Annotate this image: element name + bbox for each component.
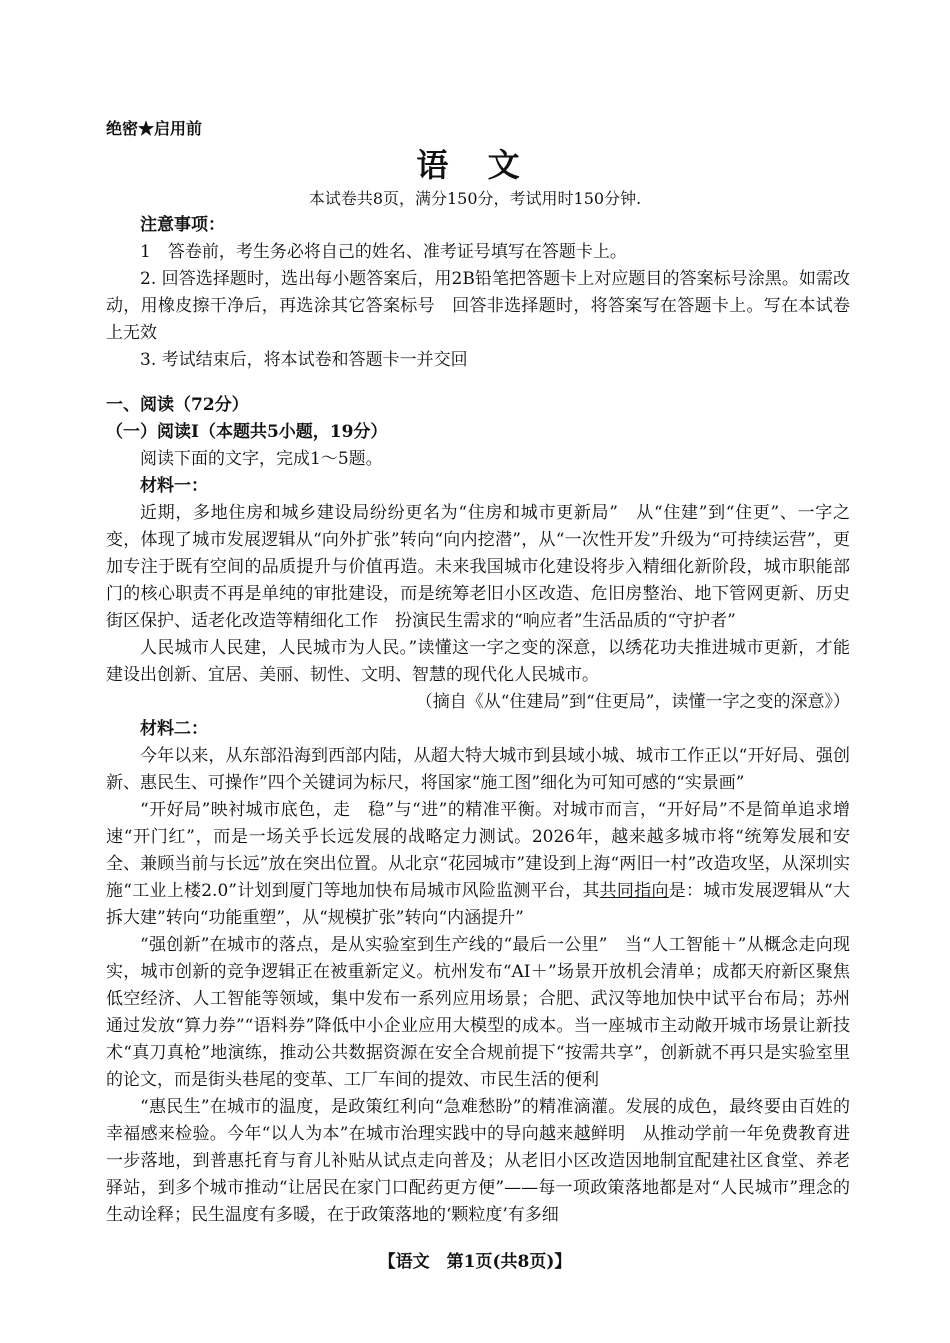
reading-section — [106, 392, 850, 1229]
material-1-paragraph-1: 近期，多地住房和城乡建设局纷纷更名为“住房和城市更新局” 从“住建”到“住更”、一字之变，体现了城市发展逻辑从“向外扩张”转向“向内挖潜”，从“一次性开发”升级为“可持续运营”，更加专注于既有空间的品质提升与价值再造。未来我国城市化建设将步入精细化新阶段，城市职能部门的核心职责不再是单纯的审批建设，而是统筹老旧小区改造、危旧房整治、地下管网更新、历史街区保护、适老化改造等精细化工作 扮演民生需求的“响应者”生活品质的“守护者” — [106, 503, 850, 631]
material-1-source: （摘自《从“住建局”到“住更局”，读懂一字之变的深意》） — [415, 692, 850, 712]
material-2-paragraph-1: 今年以来，从东部沿海到西部内陆，从超大特大城市到县域小城、城市工作正以“开好局、强创新、惠民生、可操作”四个关键词为标尺，将国家“施工图”细化为可知可感的“实景画” — [106, 746, 850, 793]
material-2-heading: 材料二： — [140, 719, 208, 739]
note-item-3: 3. 考试结束后，将本试卷和答题卡一并交回 — [140, 350, 468, 370]
page-title: 语 文 — [416, 146, 534, 184]
note-item-2: 2. 回答选择题时，选出每小题答案后，用2B铅笔把答题卡上对应题目的答案标号涂黑。如需改动，用橡皮擦干净后，再选涂其它答案标号 回答非选择题时，将答案写在答题卡上。写在本试卷上无效 — [106, 269, 850, 343]
instruction: 阅读下面的文字，完成1～5题。 — [140, 449, 383, 469]
part-heading: （一）阅读Ⅰ（本题共5小题，19分） — [106, 422, 388, 442]
material-2-paragraph-2 — [106, 797, 850, 932]
section-heading: 一、阅读（72分） — [106, 395, 249, 415]
material-2-paragraph-3: “强创新”在城市的落点，是从实验室到生产线的“最后一公里” 当“人工智能＋”从概念走向现实，城市创新的竞争逻辑正在被重新定义。杭州发布“AI＋”场景开放机会清单；成都天府新区聚焦低空经济、人工智能等领域，集中发布一系列应用场景；合肥、武汉等地加快中试平台布局；苏州通过发放“算力券”“语料券”降低中小企业应用大模型的成本。当一座城市主动敞开城市场景让新技术“真刀真枪”地演练，推动公共数据资源在安全合规前提下“按需共享”，创新就不再只是实验室里的论文，而是街头巷尾的变革、工厂车间的提效、市民生活的便利 — [106, 935, 850, 1090]
exam-info: 本试卷共8页，满分150分，考试用时150分钟. — [308, 189, 642, 208]
page-footer: 【语文 第1页(共8页)】 — [378, 1252, 572, 1272]
material-2-paragraph-4: “惠民生”在城市的温度，是政策红利向“急难愁盼”的精准滴灌。发展的成色，最终要由百姓的幸福感来检验。今年“以人为本”在城市治理实践中的导向越来越鲜明 从推动学前一年免费教育进一步落地，到普惠托育与育儿补贴从试点走向普及；从老旧小区改造因地制宜配建社区食堂、养老驿站，到多个城市推动“让居民在家门口配药更方便”——每一项政策落地都是对“人民城市”理念的生动诠释；民生温度有多暖，在于政策落地的‘颗粒度’有多细 — [106, 1097, 850, 1225]
note-item-1: 1 答卷前，考生务必将自己的姓名、准考证号填写在答题卡上。 — [140, 242, 627, 262]
notes-section — [106, 212, 850, 374]
material-1-paragraph-2: 人民城市人民建，人民城市为人民。”读懂这一字之变的深意，以绣花功夫推进城市更新，才能建设出创新、宜居、美丽、韧性、文明、智慧的现代化人民城市。 — [106, 638, 850, 685]
material-1-heading: 材料一： — [140, 476, 208, 496]
notes-heading: 注意事项： — [140, 215, 225, 235]
underlined-phrase: 共同指向 — [599, 881, 669, 901]
confidential-label: 绝密★启用前 — [106, 119, 203, 138]
paragraph-2-text-end: 是：城市发展逻辑从“大拆大建”转向“功能重塑”，从“规模扩张”转向“内涵提升” — [106, 881, 850, 928]
paragraph-2-text-start: “开好局”映衬城市底色，走 稳”与“进”的精准平衡。对城市而言，“开好局”不是简单追求增速“开门红”，而是一场关乎长远发展的战略定力测试。2026年，越来越多城市将“统筹发展和安全、兼顾当前与长远”放在突出位置。从北京“花园城市”建设到上海“两旧一村”改造攻坚，从深圳实施“工业上楼2.0”计划到厦门等地加快布局城市风险监测平台，其 — [106, 800, 850, 901]
